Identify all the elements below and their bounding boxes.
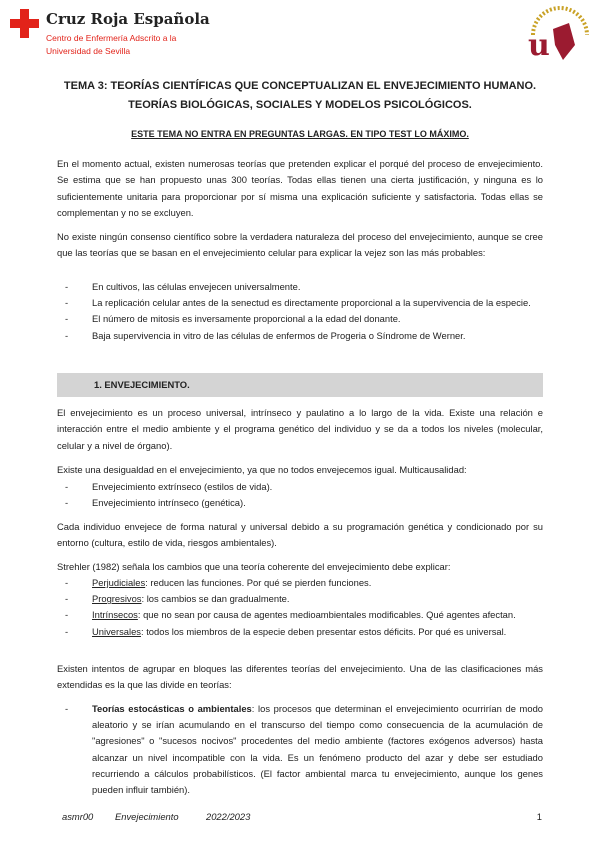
criterion-text: : los cambios se dan gradualmente. [141,593,290,605]
section-paragraph-5: Existen intentos de agrupar en bloques las diferentes teorías del envejecimiento. Una de las clasificaciones más extendidas es la que las divide en teorías: [57,663,543,691]
list-item: - La replicación celular antes de la senectud es directamente proporcional a la supervivencia de la especie. [57,295,543,311]
section-heading: 1. ENVEJECIMIENTO. [57,373,543,397]
section-paragraph-4: Strehler (1982) señala los cambios que una teoría coherente del envejecimiento debe explicar: [57,561,451,572]
criterion-term: Progresivos [92,593,142,605]
red-cross-logo [10,9,39,38]
list-item: - Envejecimiento intrínseco (genética). [57,495,543,511]
theory-term: Teorías estocásticas o ambientales [92,703,252,714]
org-subtitle-1: Centro de Enfermería Adscrito a la [46,33,177,43]
org-name: Cruz Roja Española [46,10,210,28]
list-item [57,607,543,623]
list-item [57,701,543,798]
document-title-line-2: TEORÍAS BIOLÓGICAS, SOCIALES Y MODELOS PSICOLÓGICOS. [128,99,472,111]
svg-text:u: u [528,28,550,63]
section-paragraph-2: Existe una desigualdad en el envejecimiento, ya que no todos envejecemos igual. Multicausalidad: [57,464,467,475]
intro-paragraph-1: En el momento actual, existen numerosas teorías que pretenden explicar el porqué del proceso de envejecimiento. Se estima que se han propuesto unas 300 teorías. Todas ellas tienen una cierta justificación, y ninguna es lo suficientemente unitaria para proporcionar por sí misma una explicación suficiente y satisfactoria. Todas ellas se complementan y no se excluyen. [57,158,543,219]
list-item: - En cultivos, las células envejecen universalmente. [57,279,543,295]
criterion-term: Universales [92,625,141,637]
strehler-criteria-list [57,575,543,640]
page-number: 1 [536,811,542,822]
list-item [57,624,543,640]
aging-types-list [57,479,543,511]
document-title-line-1: TEMA 3: TEORÍAS CIENTÍFICAS QUE CONCEPTUALIZAN EL ENVEJECIMIENTO HUMANO. [63,80,537,92]
criterion-text: : todos los miembros de la especie deben presentar estos déficits. Por qué es universal. [140,625,507,637]
intro-bullet-list [57,279,543,344]
list-item [57,575,543,591]
exam-note: ESTE TEMA NO ENTRA EN PREGUNTAS LARGAS. EN TIPO TEST LO MÁXIMO. [131,129,469,139]
criterion-term: Intrínsecos [92,609,138,621]
list-item: - Baja supervivencia in vitro de las células de enfermos de Progeria o Síndrome de Werner. [57,328,543,344]
list-item: - El número de mitosis es inversamente proporcional a la edad del donante. [57,311,543,327]
section-paragraph-3: Cada individuo envejece de forma natural y universal debido a su programación genética y condicionado por su entorno (cultura, estilo de vida, riesgos ambientales). [57,521,543,549]
list-item: - Envejecimiento extrínseco (estilos de vida). [57,479,543,495]
theory-text: : los procesos que determinan el envejecimiento ocurrirían de modo aleatorio y se irían acumulando en el transcurso del tiempo como consecuencia de la acumulación de "agresiones" o "sucesos nocivos" procedentes del medio ambiente (factores exógenos adversos) hasta alcanzar un nivel incompatible con la vida. Es un fenómeno producto del azar y debe ser estudiado recurriendo a cálculos probabilísticos. (El factor ambiental marca tu envejecimiento, aunque los genes pueden influir también). [92,703,543,796]
criterion-term: Perjudiciales [92,577,146,588]
criterion-text: : reducen las funciones. Por qué se pierden funciones. [145,577,372,588]
footer-year: 2022/2023 [206,811,251,822]
footer-subject: Envejecimiento [115,811,179,822]
footer-author: asmr00 [62,811,94,822]
section-paragraph-1: El envejecimiento es un proceso universal, intrínseco y paulatino a lo largo de la vida. Existe una relación e interacción entre el medio ambiente y el programa genético del individuo y se da a todos los niveles (molecular, celular y a nivel de órgano). [57,407,543,451]
org-subtitle-2: Universidad de Sevilla [46,46,131,56]
criterion-text: : que no sean por causa de agentes medioambientales modificables. Qué agentes afectan. [137,609,516,621]
university-logo [523,5,593,63]
list-item [57,591,543,607]
intro-paragraph-2: No existe ningún consenso científico sobre la verdadera naturaleza del proceso del envejecimiento, aunque se cree que las teorías que se basan en el envejecimiento celular para explicar la vejez son las más probables: [57,231,543,259]
theories-list [57,701,543,798]
